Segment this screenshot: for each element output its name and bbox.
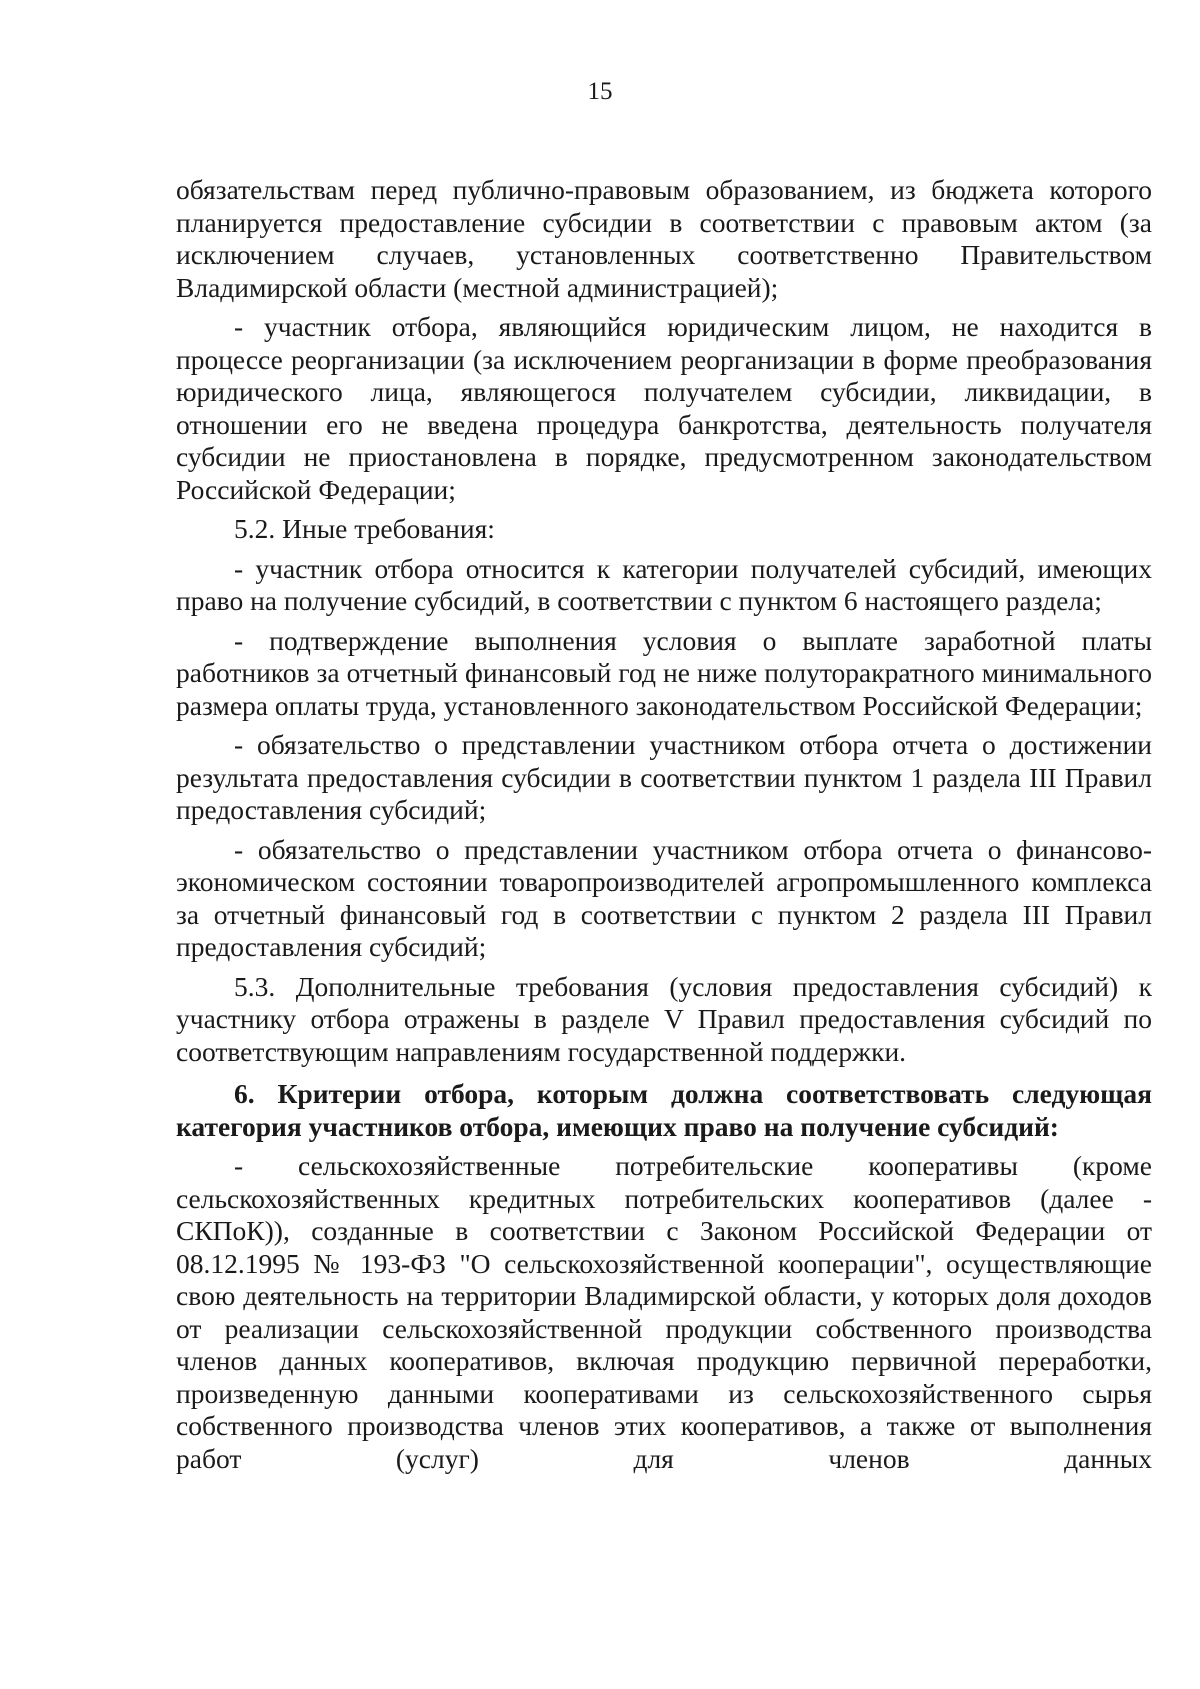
paragraph-reorganization: - участник отбора, являющийся юридическим лицом, не находится в процессе реорганизации (за исключением реорганизации в форме преобразования юридического лица, являющегося получателем субсидии, ликвидации, в отношении его не введена процедура банкротства, деятельность получателя субсидии не приостановлена в порядке, предусмотренном законодательством Российской Федерации; (176, 311, 1152, 505)
section-6-heading: 6. Критерии отбора, которым должна соответствовать следующая категория участников отбора, имеющих право на получение субсидий: (176, 1078, 1152, 1142)
document-body (176, 174, 1152, 1475)
paragraph-continuation: обязательствам перед публично-правовым образованием, из бюджета которого планируется предоставление субсидии в соответствии с правовым актом (за исключением случаев, установленных соответственно Правительством Владимирской области (местной администрацией); (176, 174, 1152, 303)
paragraph-salary: - подтверждение выполнения условия о выплате заработной платы работников за отчетный финансовый год не ниже полуторакратного минимального размера оплаты труда, установленного законодательством Российской Федерации; (176, 624, 1152, 721)
section-5-3-paragraph: 5.3. Дополнительные требования (условия предоставления субсидий) к участнику отбора отражены в разделе V Правил предоставления субсидий по соответствующим направлениям государственной поддержки. (176, 970, 1152, 1067)
paragraph-category: - участник отбора относится к категории получателей субсидий, имеющих право на получение субсидий, в соответствии с пунктом 6 настоящего раздела; (176, 552, 1152, 616)
page-number: 15 (587, 78, 613, 105)
paragraph-report-result: - обязательство о представлении участником отбора отчета о достижении результата предоставления субсидии в соответствии пунктом 1 раздела III Правил предоставления субсидий; (176, 729, 1152, 825)
paragraph-cooperatives: - сельскохозяйственные потребительские кооперативы (кроме сельскохозяйственных кредитных потребительских кооперативов (далее - СКПоК)), созданные в соответствии с Законом Российской Федерации от 08.12.1995 № 193-ФЗ "О сельскохозяйственной кооперации", осуществляющие свою деятельность на территории Владимирской области, у которых доля доходов от реализации сельскохозяйственной продукции собственного производства членов данных кооперативов, включая продукцию первичной переработки, произведенную данными кооперативами из сельскохозяйственного сырья собственного производства членов этих кооперативов, а также от выполнения работ (услуг) для членов данных (176, 1150, 1152, 1474)
paragraph-report-financial: - обязательство о представлении участником отбора отчета о финансово-экономическом состоянии товаропроизводителей агропромышленного комплекса за отчетный финансовый год в соответствии с пунктом 2 раздела III Правил предоставления субсидий; (176, 833, 1152, 962)
section-5-2-heading: 5.2. Иные требования: (234, 513, 495, 544)
